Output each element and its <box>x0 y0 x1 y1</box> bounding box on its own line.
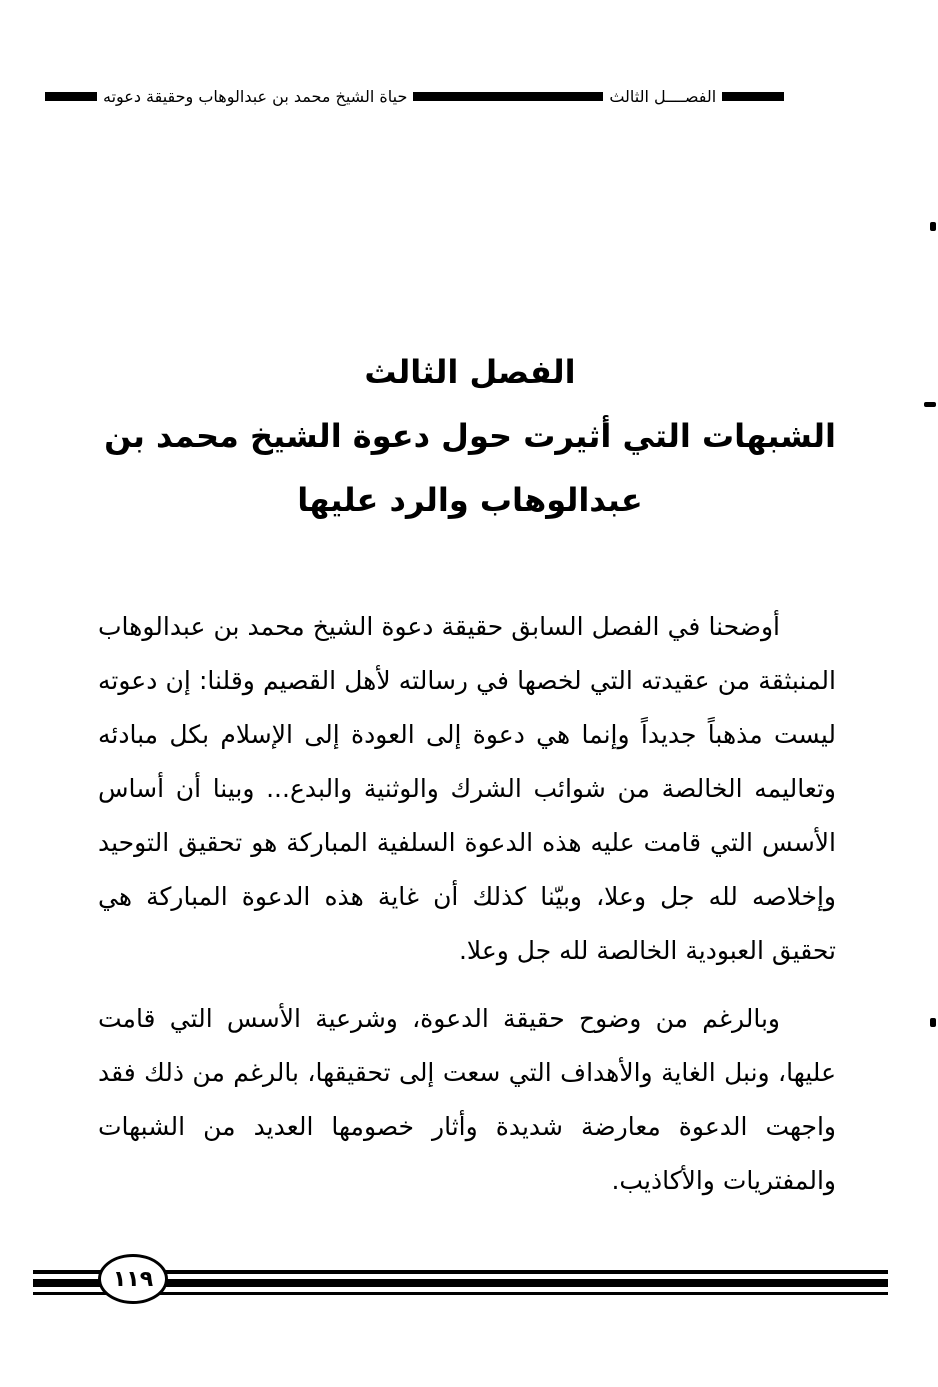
header-rule-middle <box>413 92 603 101</box>
chapter-title-line-2: عبدالوهاب والرد عليها <box>297 481 643 519</box>
header-rule-right <box>45 92 97 101</box>
chapter-heading <box>100 340 840 532</box>
chapter-title-line-1: الشبهات التي أثيرت حول دعوة الشيخ محمد بن <box>104 417 836 455</box>
header-chapter-label: الفصــــل الثالث <box>609 86 717 106</box>
page-number: ١١٩ <box>112 1266 154 1292</box>
paragraph: وبالرغم من وضوح حقيقة الدعوة، وشرعية الأسس التي قامت عليها، ونبل الغاية والأهداف التي سعت إلى تحقيقها، بالرغم من ذلك فقد واجهت الدعوة معارضة شديدة وأثار خصومها العديد من الشبهات والمفتريات والأكاذيب. <box>98 1004 836 1195</box>
running-header <box>45 82 905 110</box>
header-rule-left <box>722 92 784 101</box>
scan-speck <box>924 402 936 407</box>
body-text <box>98 600 836 1208</box>
paragraph: أوضحنا في الفصل السابق حقيقة دعوة الشيخ محمد بن عبدالوهاب المنبثقة من عقيدته التي لخصها في رسالته لأهل القصيم وقلنا: إن دعوته ليست مذهباً جديداً وإنما هي دعوة إلى العودة إلى الإسلام بكل مبادئه وتعاليمه الخالصة من شوائب الشرك والوثنية والبدع... وبينا أن أساس الأسس التي قامت عليه هذه الدعوة السلفية المباركة هو تحقيق التوحيد وإخلاصه لله جل وعلا، وبيّنا كذلك أن غاية هذه الدعوة المباركة هي تحقيق العبودية الخالصة لله جل وعلا. <box>98 612 836 965</box>
page-number-badge <box>98 1254 168 1304</box>
header-book-title: حياة الشيخ محمد بن عبدالوهاب وحقيقة دعوته <box>103 86 408 106</box>
scan-speck <box>930 222 936 231</box>
chapter-label: الفصل الثالث <box>364 353 576 391</box>
scan-speck <box>930 1018 936 1027</box>
